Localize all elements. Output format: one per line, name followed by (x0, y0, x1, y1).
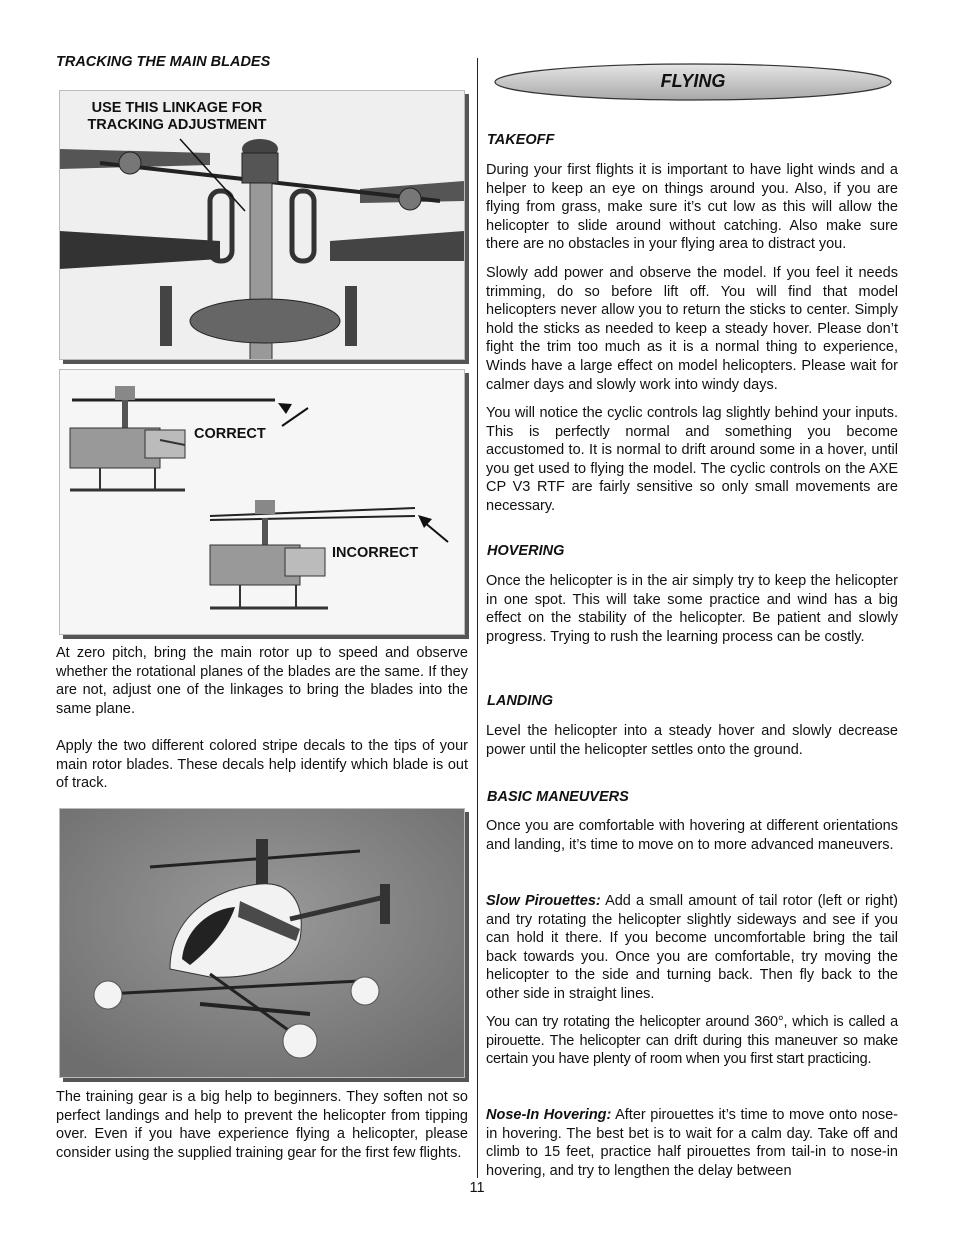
banner-title: FLYING (660, 71, 726, 91)
figure-rotor-head (59, 90, 465, 360)
figure-tracking-comparison (59, 369, 465, 635)
heading-hovering: HOVERING (487, 543, 565, 559)
tracking-para-1: At zero pitch, bring the main rotor up to speed and observe whether the rotational planes of the blades are the same. If they are not, adjust one of the linkages to bring the blades into the same plane. (56, 645, 468, 717)
heading-tracking: TRACKING THE MAIN BLADES (56, 54, 271, 70)
pirouettes-para (486, 892, 898, 1004)
nose-in-para (486, 1106, 898, 1180)
takeoff-para-1: During your first flights it is important to have light winds and a helper to keep an eye on things around you. Also, if you are flying from grass, make sure it’s cut low as this will allow the helicopter to slide around without catching. Also make sure there are no obstacles in your flying area to distract you. (486, 162, 898, 253)
incorrect-label: INCORRECT (332, 545, 419, 561)
nose-in-text: After pirouettes it’s time to move onto nose-in hovering. The best bet is to wait for a calm day. Take off and climb to 15 feet, practice half pirouettes from tail-in to nose-in hovering, and try to lengthen the delay between (486, 1107, 898, 1179)
heading-basic-maneuvers: BASIC MANEUVERS (487, 789, 629, 805)
figure-training-gear-photo (59, 808, 465, 1078)
takeoff-para-2: Slowly add power and observe the model. If you feel it needs trimming, do so before lift off. You will find that model helicopters never allow you to return the sticks to center. Simply hold the sticks as needed to keep a steady hover. Please don’t fight the trim too much as it is a normal thing to experience, Winds have a large effect on model helicopters. Please wait for calmer days and slowly work into windy days. (486, 265, 898, 393)
page-number: 11 (469, 1180, 485, 1196)
tracking-para-2: Apply the two different colored stripe decals to the tips of your main rotor blades. These decals help identify which blade is out of track. (56, 738, 468, 792)
flying-banner (493, 62, 893, 102)
heading-landing: LANDING (487, 693, 554, 709)
column-divider (477, 58, 478, 1178)
landing-para-1: Level the helicopter into a steady hover and slowly decrease power until the helicopter settles onto the ground. (486, 723, 898, 758)
tracking-illustration (60, 370, 464, 634)
pirouettes-lead: Slow Pirouettes: (486, 893, 601, 909)
linkage-label: USE THIS LINKAGE FOR TRACKING ADJUSTMENT (87, 100, 267, 133)
training-gear-photo (60, 809, 464, 1077)
correct-label: CORRECT (194, 426, 266, 442)
hovering-para-1: Once the helicopter is in the air simply try to keep the helicopter in one spot. This will take some practice and wind has a big effect on the stability of the helicopter. Be patient and slowly progress. Trying to rush the learning process can be costly. (486, 573, 898, 645)
takeoff-para-3: You will notice the cyclic controls lag slightly behind your inputs. This is perfectly normal and something you become accustomed to. It is normal to drift around some in a hover, until you get used to flying the model. The cyclic controls on the AXE CP V3 RTF are fairly sensitive so only small movements are necessary. (486, 405, 898, 514)
pirouettes-para-2: You can try rotating the helicopter around 360°, which is called a pirouette. The helicopter can drift during this maneuver so make certain you have plenty of room when you first start practicing. (486, 1014, 898, 1068)
training-gear-para: The training gear is a big help to beginners. They soften not so perfect landings and help to prevent the helicopter from tipping over. Even if you have experience flying a helicopter, please consider using the supplied training gear for the first few flights. (56, 1089, 468, 1161)
nose-in-lead: Nose-In Hovering: (486, 1107, 612, 1123)
pirouettes-text: Add a small amount of tail rotor (left or right) and try rotating the helicopter slightly sideways and see if you can hold it there. If you become uncomfortable bring the tail back towards you. Once you are comfortable, try moving the helicopter to the side and turning back. Then fly back to the other side in straight lines. (486, 893, 898, 1002)
heading-takeoff: TAKEOFF (487, 132, 555, 148)
maneuvers-para-1: Once you are comfortable with hovering at different orientations and landing, it’s time to move on to more advanced maneuvers. (486, 818, 898, 853)
